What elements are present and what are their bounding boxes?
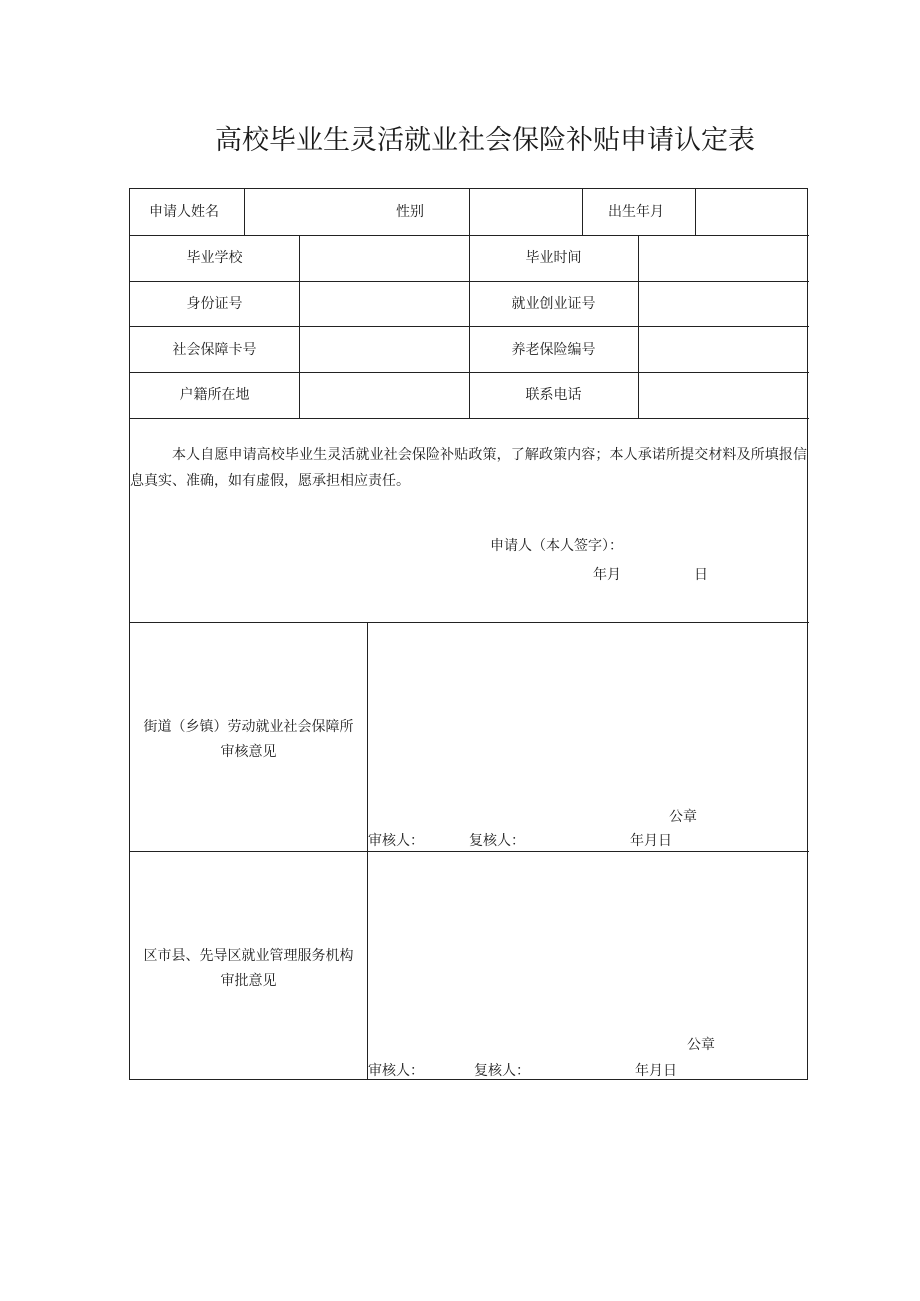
col-divider — [367, 622, 368, 1080]
approval-section-label — [130, 944, 367, 994]
col-divider — [299, 235, 300, 418]
review-date-label: 年月日 — [630, 833, 672, 849]
row-divider — [130, 418, 809, 419]
graduation-time-label: 毕业时间 — [525, 250, 582, 266]
school-label: 毕业学校 — [186, 250, 243, 266]
signature-label: 申请人（本人签字）： — [490, 538, 623, 554]
seal-label: 公章 — [687, 1037, 715, 1053]
review-section-label-line2: 审核意见 — [220, 744, 277, 760]
col-divider — [469, 189, 470, 235]
approval-date-label: 年月日 — [635, 1063, 677, 1079]
col-divider — [582, 189, 583, 235]
employment-cert-label: 就业创业证号 — [511, 296, 596, 312]
social-security-card-label: 社会保障卡号 — [172, 342, 257, 358]
review-section-label-line1: 街道（乡镇）劳动就业社会保障所 — [143, 719, 354, 735]
application-form-table — [129, 188, 808, 1080]
declaration-date-ym: 年月 — [593, 567, 621, 583]
reviewer-label: 审核人： — [368, 833, 424, 849]
review-section-label — [130, 715, 367, 765]
id-number-label: 身份证号 — [186, 296, 243, 312]
row-divider — [130, 622, 809, 623]
declaration-date-d: 日 — [694, 567, 708, 583]
form-title: 高校毕业生灵活就业社会保险补贴申请认定表 — [215, 125, 755, 156]
rechecker-label: 复核人： — [474, 1063, 530, 1079]
col-divider — [244, 189, 245, 235]
approval-section-label-line2: 审批意见 — [220, 973, 277, 989]
birth-label: 出生年月 — [608, 204, 664, 220]
pension-number-label: 养老保险编号 — [511, 342, 596, 358]
declaration-text: 本人自愿申请高校毕业生灵活就业社会保险补贴政策，了解政策内容；本人承诺所提交材料及所填报信息真实、准确，如有虚假，愿承担相应责任。 — [130, 447, 807, 489]
col-divider — [695, 189, 696, 235]
rechecker-label: 复核人： — [469, 833, 525, 849]
col-divider — [638, 235, 639, 418]
approval-section-label-line1: 区市县、先导区就业管理服务机构 — [143, 948, 354, 964]
row-divider — [130, 851, 809, 852]
gender-label: 性别 — [396, 204, 424, 220]
reviewer-label: 审核人： — [368, 1063, 424, 1079]
name-label: 申请人姓名 — [149, 204, 219, 220]
seal-label: 公章 — [669, 809, 697, 825]
household-registration-label: 户籍所在地 — [179, 387, 250, 403]
phone-label: 联系电话 — [525, 387, 582, 403]
